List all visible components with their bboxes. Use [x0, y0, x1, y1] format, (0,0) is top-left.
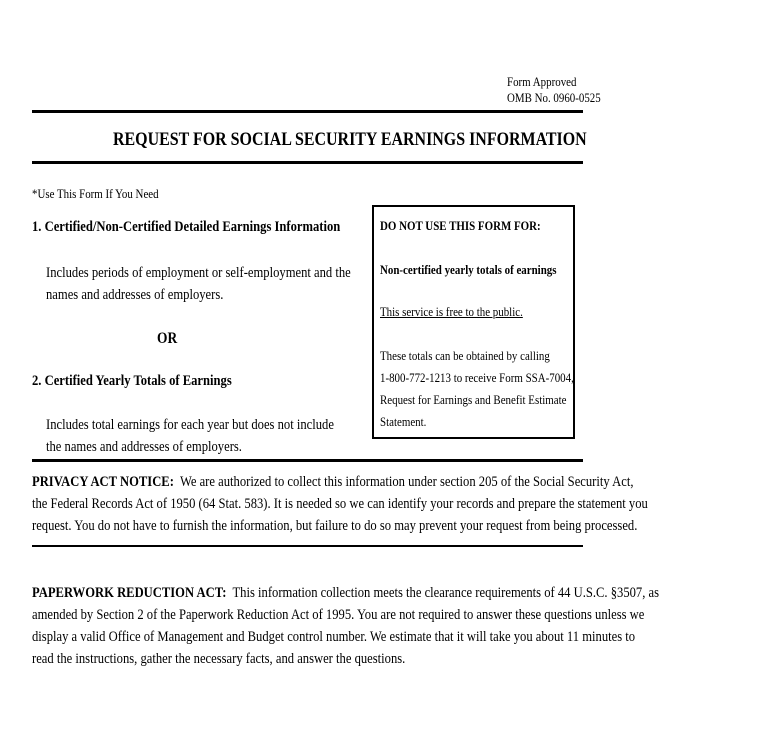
privacy-line: request. You do not have to furnish the information, but failure to do so may prevent your request from being processed.: [32, 518, 638, 534]
box-detail-line: Request for Earnings and Benefit Estimate: [380, 392, 567, 407]
paperwork-notice: [32, 582, 778, 670]
top-rule: [32, 110, 583, 113]
privacy-label: PRIVACY ACT NOTICE:: [32, 474, 174, 490]
page-title: REQUEST FOR SOCIAL SECURITY EARNINGS INFORMATION: [113, 129, 587, 150]
privacy-top-rule: [32, 459, 583, 462]
do-not-use-box: [372, 205, 575, 439]
option2-line: Includes total earnings for each year but does not include: [46, 417, 334, 433]
omb-number: OMB No. 0960-0525: [507, 90, 601, 105]
or-label: OR: [157, 330, 178, 347]
option2-line: the names and addresses of employers.: [46, 439, 242, 455]
option2-description: [46, 414, 389, 458]
box-detail-line: 1-800-772-1213 to receive Form SSA-7004,: [380, 370, 574, 385]
form-approved-text: Form Approved: [507, 74, 577, 89]
box-heading: DO NOT USE THIS FORM FOR:: [380, 218, 541, 233]
option1-description: [46, 262, 409, 306]
paperwork-line: display a valid Office of Management and Budget control number. We estimate that it will take you about 11 minutes to: [32, 629, 636, 645]
privacy-line: the Federal Records Act of 1950 (64 Stat. 583). It is needed so we can identify your records and prepare the statement you: [32, 496, 648, 512]
privacy-line: We are authorized to collect this information under section 205 of the Social Security Act,: [173, 474, 634, 490]
use-note: *Use This Form If You Need: [32, 186, 159, 201]
option1-heading: 1. Certified/Non-Certified Detailed Earnings Information: [32, 219, 341, 235]
paperwork-line: read the instructions, gather the necessary facts, and answer the questions.: [32, 651, 406, 667]
paperwork-line: This information collection meets the clearance requirements of 44 U.S.C. §3507, as: [226, 585, 660, 601]
paperwork-label: PAPERWORK REDUCTION ACT:: [32, 585, 227, 601]
privacy-bottom-rule: [32, 545, 583, 547]
option1-line: Includes periods of employment or self-employment and the: [46, 265, 351, 281]
box-item: Non-certified yearly totals of earnings: [380, 262, 557, 277]
title-rule: [32, 161, 583, 164]
paperwork-line: amended by Section 2 of the Paperwork Reduction Act of 1995. You are not required to answer these questions unless we: [32, 607, 645, 623]
privacy-notice: [32, 471, 765, 537]
option1-line: names and addresses of employers.: [46, 287, 224, 303]
box-detail-line: Statement.: [380, 414, 427, 429]
form-approved-block: [507, 74, 619, 106]
box-details: [380, 345, 611, 433]
box-detail-line: These totals can be obtained by calling: [380, 348, 550, 363]
option2-heading: 2. Certified Yearly Totals of Earnings: [32, 373, 232, 389]
box-free-note: This service is free to the public.: [380, 304, 523, 319]
